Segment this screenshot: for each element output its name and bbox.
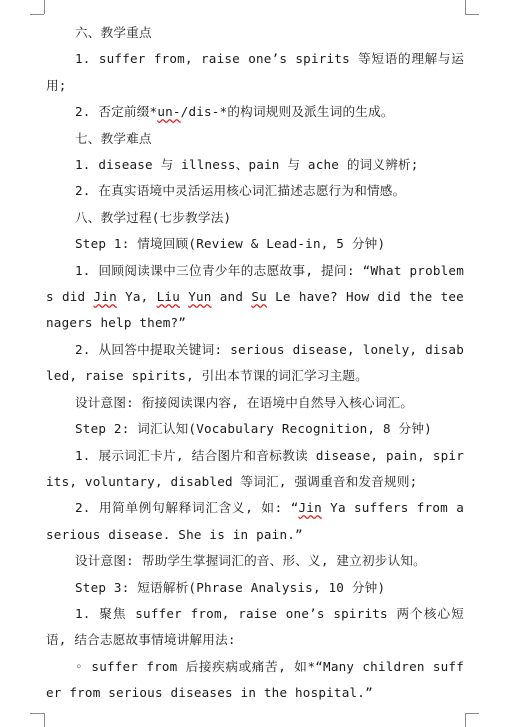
text-run: 2. 用简单例句解释词汇含义, 如: “: [75, 500, 299, 516]
difficulty-2: 2. 在真实语境中灵活运用核心词汇描述志愿行为和情感。: [75, 183, 406, 199]
step-1-design-intent: 设计意图: 衔接阅读课内容, 在语境中自然导入核心词汇。: [75, 394, 414, 410]
text-run: 2. 否定前缀*: [75, 104, 158, 120]
difficulty-1: 1. disease 与 illness、pain 与 ache 的词义辨析;: [75, 157, 419, 173]
text-run: Ya suffers from a serious disease. She is in pain.”: [46, 500, 464, 542]
text-run: Ya,: [116, 289, 157, 305]
step-3-bullet-1: ◦ suffer from 后接疾病或痛苦, 如*“Many children suffer from serious diseases in the hospital.”: [46, 658, 464, 701]
spellcheck-word: Liu: [156, 289, 180, 305]
step-1-heading: Step 1: 情境回顾(Review & Lead-in, 5 分钟): [75, 236, 386, 252]
spellcheck-word: un-: [157, 104, 181, 120]
section-heading-key-points: 六、教学重点: [75, 25, 152, 40]
crop-mark-top-left: [44, 0, 45, 14]
step-2-item-1: 1. 展示词汇卡片, 结合图片和音标教读 disease, pain, spirits, voluntary, disabled 等词汇, 强调重音和发音规则;: [46, 447, 464, 489]
step-3-item-1: 1. 聚焦 suffer from, raise one’s spirits 两个核心短语, 结合志愿故事情境讲解用法:: [46, 605, 464, 648]
step-1-item-2: 2. 从回答中提取关键词: serious disease, lonely, disabled, raise spirits, 引出本节课的词汇学习主题。: [46, 341, 464, 384]
crop-mark-bottom-left: [44, 713, 45, 727]
text-run: /dis-*的构词规则及派生词的生成。: [180, 104, 394, 120]
step-2-heading: Step 2: 词汇认知(Vocabulary Recognition, 8 分钟): [75, 421, 432, 437]
step-3-heading: Step 3: 短语解析(Phrase Analysis, 10 分钟): [75, 579, 386, 595]
crop-mark-top-right: [465, 14, 479, 15]
section-heading-difficulties: 七、教学难点: [75, 130, 152, 146]
step-2-item-2: [46, 495, 464, 548]
key-point-1: 1. suffer from, raise one’s spirits 等短语的理解与运用;: [46, 51, 464, 93]
spellcheck-word: Yun: [188, 289, 212, 305]
text-run: and: [211, 289, 252, 305]
text-run: Le have? How did the teenagers help them?”: [46, 289, 464, 331]
step-1-item-1: [46, 258, 464, 337]
crop-mark-top-left: [30, 14, 44, 15]
spellcheck-word: Jin: [298, 500, 322, 516]
crop-mark-top-right: [465, 0, 466, 14]
section-heading-process: 八、教学过程(七步教学法): [75, 209, 232, 225]
key-point-2: [46, 99, 464, 125]
text-run: 1. 回顾阅读课中三位青少年的志愿故事, 提问: “What problems did: [46, 262, 464, 305]
crop-mark-bottom-left: [30, 713, 44, 714]
step-2-design-intent: 设计意图: 帮助学生掌握词汇的音、形、义, 建立初步认知。: [75, 553, 426, 569]
spellcheck-word: Su: [251, 289, 267, 305]
document-body: [46, 20, 464, 707]
text-run: [180, 289, 188, 304]
spellcheck-word: Jin: [93, 289, 117, 305]
crop-mark-bottom-right: [465, 713, 466, 727]
crop-mark-bottom-right: [465, 713, 479, 714]
